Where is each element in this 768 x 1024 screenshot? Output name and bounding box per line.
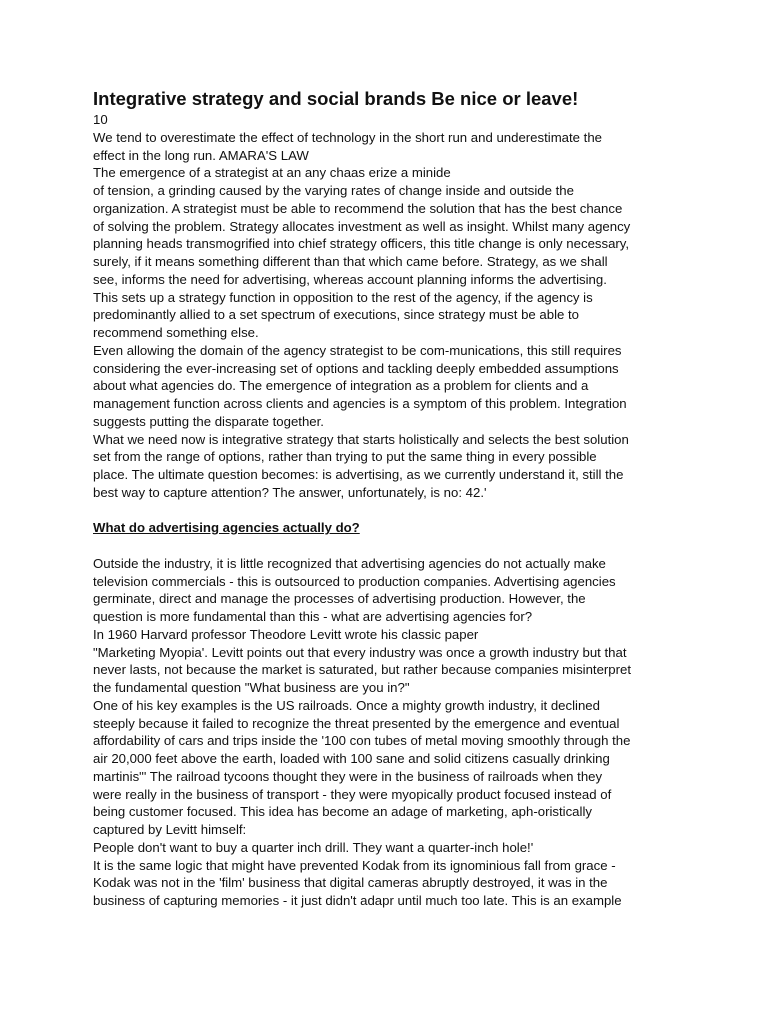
text-line: Even allowing the domain of the agency strategist to be com-munications, this still requires [93, 342, 622, 358]
text-line: This sets up a strategy function in opposition to the rest of the agency, if the agency is [93, 289, 593, 305]
text-line: being customer focused. This idea has become an adage of marketing, aph-oristically [93, 804, 592, 820]
text-line: People don't want to buy a quarter inch drill. They want a quarter-inch hole!' [93, 839, 534, 855]
text-line: predominantly allied to a set spectrum of executions, since strategy must be able to [93, 307, 579, 323]
section1-body [93, 129, 678, 502]
text-line: considering the ever-increasing set of options and tackling deeply embedded assumptions [93, 360, 619, 376]
spacer [93, 502, 678, 520]
text-line: about what agencies do. The emergence of integration as a problem for clients and a [93, 378, 589, 394]
text-line: television commercials - this is outsourced to production companies. Advertising agencies [93, 573, 616, 589]
text-line: Kodak was not in the 'film' business that digital cameras abruptly destroyed, it was in the [93, 875, 608, 891]
text-line: planning heads transmogrified into chief strategy officers, this title change is only necessary, [93, 236, 630, 252]
text-line: One of his key examples is the US railroads. Once a mighty growth industry, it declined [93, 697, 600, 713]
page-number: 10 [93, 112, 108, 127]
text-line: captured by Levitt himself: [93, 822, 247, 837]
text-line: organization. A strategist must be able to recommend the solution that has the best chance [93, 200, 623, 216]
text-line: suggests putting the disparate together. [93, 413, 324, 429]
text-line: business of capturing memories - it just didn't adapr until much too late. This is an example [93, 893, 622, 908]
text-line: In 1960 Harvard professor Theodore Levitt wrote his classic paper [93, 626, 479, 642]
text-line: surely, if it means something different than that which came before. Strategy, as we shall [93, 254, 608, 269]
text-line: of tension, a grinding caused by the varying rates of change inside and outside the [93, 183, 574, 198]
text-line: The emergence of a strategist at an any chaas erize a minide [93, 165, 451, 181]
text-line: question is more fundamental than this - what are advertising agencies for? [93, 609, 533, 624]
document-title: Integrative strategy and social brands Be nice or leave! [93, 88, 579, 109]
text-line: "Marketing Myopia'. Levitt points out that every industry was once a growth industry but that [93, 644, 627, 660]
text-line: steeply because it failed to recognize the threat presented by the emergence and eventual [93, 715, 620, 731]
text-line: What we need now is integrative strategy that starts holistically and selects the best solution [93, 431, 629, 447]
text-line: of solving the problem. Strategy allocates investment as well as insight. Whilst many agency [93, 218, 631, 234]
document-page [93, 88, 678, 910]
text-line: the fundamental question "What business are you in?" [93, 680, 410, 695]
section-heading: What do advertising agencies actually do? [93, 520, 360, 536]
text-line: germinate, direct and manage the processes of advertising production. However, the [93, 591, 586, 607]
spacer [93, 537, 678, 555]
section2-body [93, 555, 678, 910]
text-line: place. The ultimate question becomes: is advertising, as we currently understand it, still the [93, 467, 624, 482]
text-line: management function across clients and agencies is a symptom of this problem. Integration [93, 396, 627, 411]
text-line: set from the range of options, rather than trying to put the same thing in every possible [93, 449, 597, 465]
text-line: best way to capture attention? The answer, unfortunately, is no: 42.' [93, 484, 487, 500]
text-line: see, informs the need for advertising, whereas account planning informs the advertising. [93, 271, 607, 287]
text-line: Outside the industry, it is little recognized that advertising agencies do not actually make [93, 555, 606, 571]
text-line: never lasts, not because the market is saturated, but rather because companies misinterpret [93, 662, 632, 678]
text-line: were really in the business of transport - they were myopically product focused instead of [93, 786, 612, 802]
text-line: effect in the long run. AMARA'S LAW [93, 147, 309, 163]
text-line: affordability of cars and trips inside the '100 con tubes of metal moving smoothly through the [93, 733, 631, 749]
text-line: recommend something else. [93, 325, 259, 340]
text-line: We tend to overestimate the effect of technology in the short run and underestimate the [93, 129, 603, 145]
text-line: martinis"' The railroad tycoons thought they were in the business of railroads when they [93, 768, 603, 784]
text-line: air 20,000 feet above the earth, loaded with 100 sane and solid citizens casually drinking [93, 751, 610, 766]
text-line: It is the same logic that might have prevented Kodak from its ignominious fall from grace - [93, 857, 616, 873]
